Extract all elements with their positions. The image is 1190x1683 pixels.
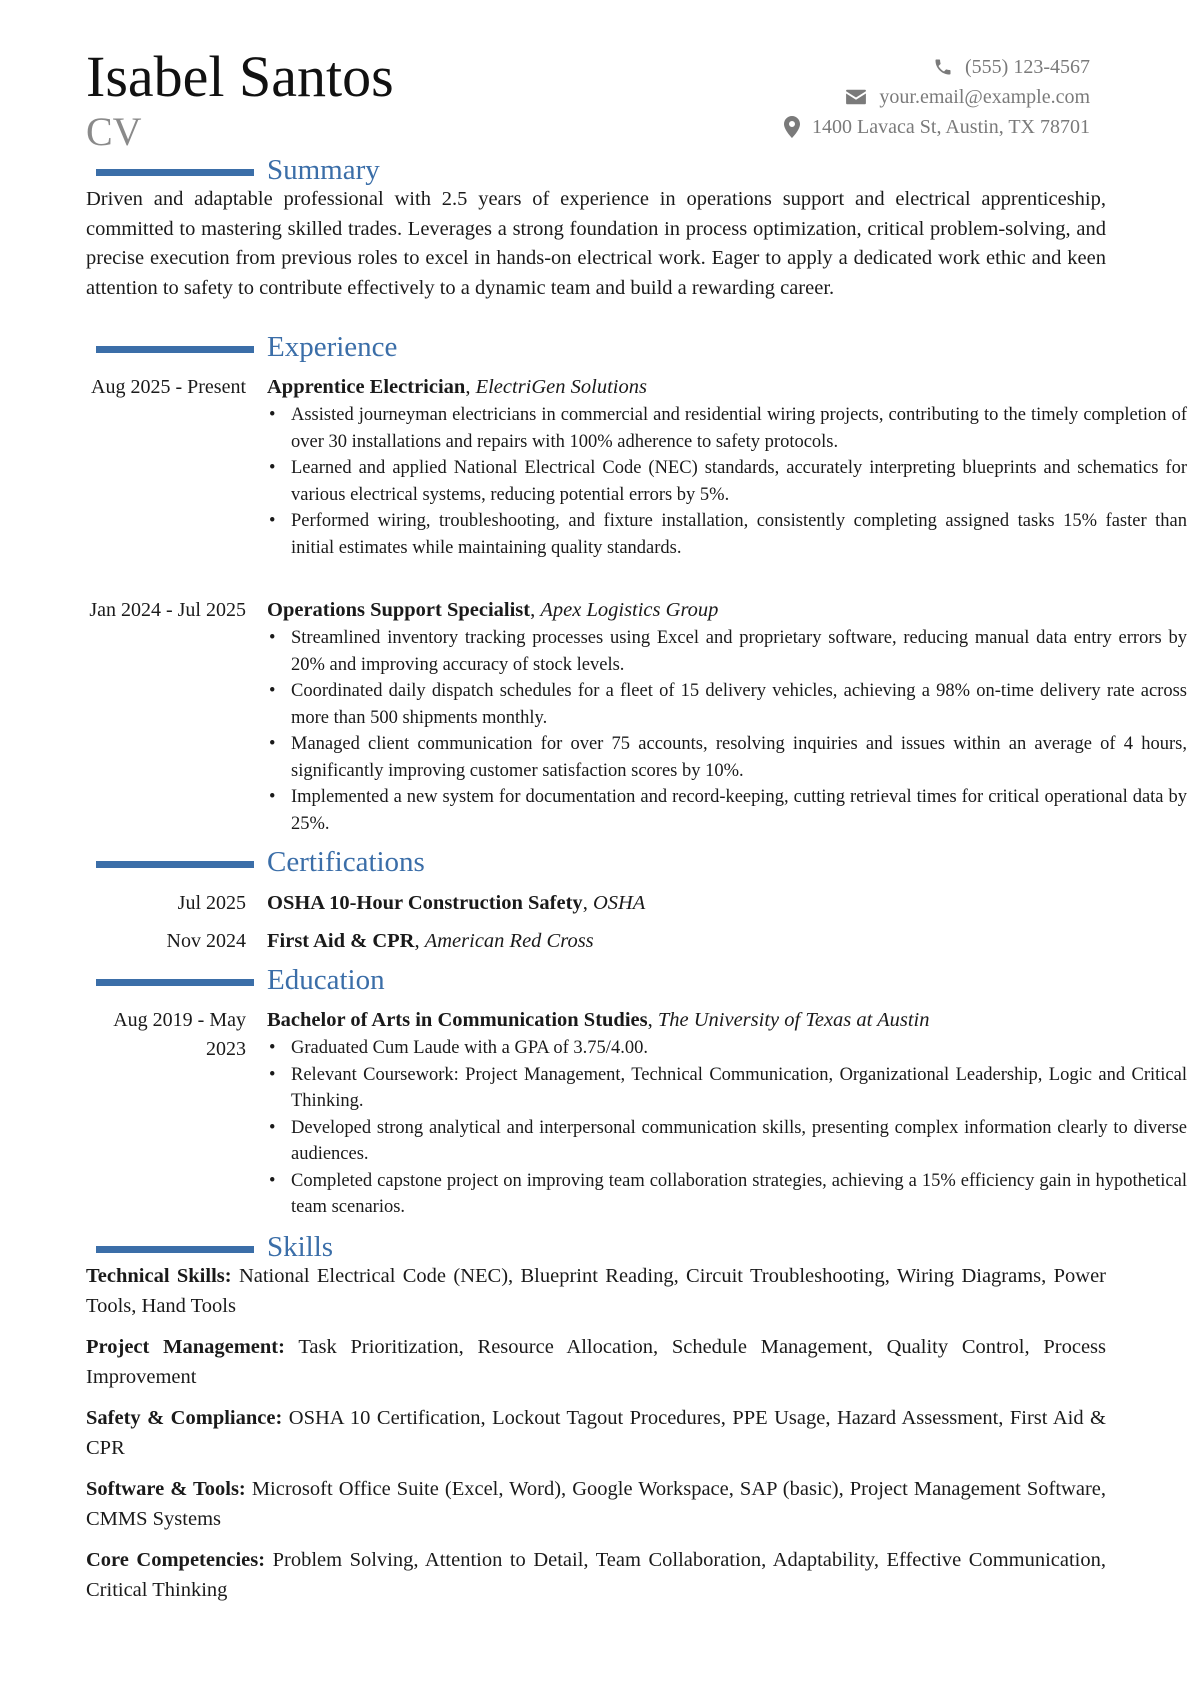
skill-row (86, 1262, 1106, 1321)
map-pin-icon (784, 116, 800, 138)
contact-email[interactable] (784, 82, 1090, 112)
skill-label: Safety & Compliance: (86, 1407, 283, 1429)
entry-body (267, 596, 1187, 837)
section-accent-bar (96, 861, 254, 868)
issuer: American Red Cross (424, 930, 594, 952)
entry-date: Aug 2019 - May 2023 (113, 1009, 246, 1060)
phone-number: (555) 123-4567 (965, 56, 1090, 78)
contact-address (784, 112, 1090, 142)
skill-value: National Electrical Code (NEC), Blueprint Reading, Circuit Troubleshooting, Wiring Diagrams, Power Tools, Hand Tools (86, 1265, 1107, 1317)
list-item: • Managed client communication for over 75 accounts, resolving inquiries and issues within an average of 4 hours, significantly improving customer satisfaction scores by 10%. (267, 731, 1187, 784)
contact-phone[interactable] (784, 52, 1090, 82)
street-address: 1400 Lavaca St, Austin, TX 78701 (812, 116, 1090, 138)
list-item: • Graduated Cum Laude with a GPA of 3.75/4.00. (267, 1035, 1187, 1062)
entry-date: Aug 2025 - Present (91, 376, 246, 398)
employer: ElectriGen Solutions (475, 376, 647, 398)
entry-heading: Operations Support Specialist, Apex Logistics Group (267, 599, 719, 621)
section-title: Summary (267, 154, 380, 186)
entry-heading: First Aid & CPR, American Red Cross (267, 930, 594, 952)
certification-entry (86, 926, 1106, 956)
skill-row (86, 1475, 1106, 1534)
list-item: • Performed wiring, troubleshooting, and fixture installation, consistently completing assigned tasks 15% faster than initial estimates while maintaining quality standards. (267, 508, 1187, 561)
bullet-list (267, 402, 1187, 561)
envelope-icon (845, 88, 867, 106)
section-title: Certifications (267, 846, 425, 878)
skill-label: Core Competencies: (86, 1549, 266, 1571)
entry-heading: Bachelor of Arts in Communication Studies, The University of Texas at Austin (267, 1009, 930, 1031)
section-title: Education (267, 964, 385, 996)
list-item: • Implemented a new system for documentation and record-keeping, cutting retrieval times for critical operational data by 25%. (267, 784, 1187, 837)
section-title: Skills (267, 1231, 334, 1263)
phone-icon (933, 57, 953, 77)
entry-heading: OSHA 10-Hour Construction Safety, OSHA (267, 892, 646, 914)
entry-date: Jan 2024 - Jul 2025 (89, 599, 246, 621)
list-item: • Coordinated daily dispatch schedules for a fleet of 15 delivery vehicles, achieving a 98% on-time delivery rate across more than 500 shipments monthly. (267, 678, 1187, 731)
skill-row (86, 1333, 1106, 1392)
email-address: your.email@example.com (879, 86, 1090, 108)
entry-heading: Apprentice Electrician, ElectriGen Solutions (267, 376, 647, 398)
skill-row (86, 1404, 1106, 1463)
skill-value: Task Prioritization, Resource Allocation, Schedule Management, Quality Control, Process Improvement (86, 1336, 1106, 1388)
entry-body (267, 1006, 1187, 1221)
skill-label: Software & Tools: (86, 1478, 246, 1500)
skill-label: Project Management: (86, 1336, 285, 1358)
bullet-list (267, 1035, 1187, 1221)
section-accent-bar (96, 346, 254, 353)
section-accent-bar (96, 1246, 254, 1253)
employer: Apex Logistics Group (540, 599, 719, 621)
certification-entry (86, 888, 1106, 918)
entry-date: Nov 2024 (166, 930, 246, 952)
section-accent-bar (96, 979, 254, 986)
bullet-list (267, 625, 1187, 837)
issuer: OSHA (592, 892, 646, 914)
institution: The University of Texas at Austin (657, 1009, 930, 1031)
list-item: • Assisted journeyman electricians in commercial and residential wiring projects, contributing to the timely completion of over 30 installations and repairs with 100% adherence to safety protocols. (267, 402, 1187, 455)
document-subtitle: CV (86, 109, 142, 154)
skill-value: Microsoft Office Suite (Excel, Word), Google Workspace, SAP (basic), Project Management Software, CMMS Systems (86, 1478, 1107, 1530)
job-title: Apprentice Electrician (267, 376, 466, 398)
summary-text: Driven and adaptable professional with 2.5 years of experience in operations support and electrical apprenticeship, committed to mastering skilled trades. Leverages a strong foundation in process optimization, critical problem-solving, and precise execution from previous roles to excel in hands-on electrical work. Eager to apply a dedicated work ethic and keen attention to safety to contribute effectively to a dynamic team and build a rewarding career. (86, 188, 1106, 299)
list-item: • Relevant Coursework: Project Management, Technical Communication, Organizational Leadership, Logic and Critical Thinking. (267, 1062, 1187, 1115)
section-accent-bar (96, 169, 254, 176)
skill-value: Problem Solving, Attention to Detail, Team Collaboration, Adaptability, Effective Communication, Critical Thinking (86, 1549, 1106, 1601)
list-item: • Learned and applied National Electrical Code (NEC) standards, accurately interpreting blueprints and schematics for various electrical systems, reducing potential errors by 5%. (267, 455, 1187, 508)
skill-label: Technical Skills: (86, 1265, 232, 1287)
certification-title: First Aid & CPR (267, 930, 415, 952)
candidate-name: Isabel Santos (86, 44, 394, 109)
contact-block (784, 52, 1090, 142)
list-item: • Developed strong analytical and interpersonal communication skills, presenting complex information clearly to diverse audiences. (267, 1115, 1187, 1168)
skill-row (86, 1546, 1106, 1605)
certification-title: OSHA 10-Hour Construction Safety (267, 892, 583, 914)
list-item: • Streamlined inventory tracking processes using Excel and proprietary software, reducing manual data entry errors by 20% and improving accuracy of stock levels. (267, 625, 1187, 678)
section-title: Experience (267, 331, 398, 363)
job-title: Operations Support Specialist (267, 599, 531, 621)
degree-title: Bachelor of Arts in Communication Studies (267, 1009, 648, 1031)
entry-date: Jul 2025 (177, 892, 246, 914)
skill-value: OSHA 10 Certification, Lockout Tagout Procedures, PPE Usage, Hazard Assessment, First Aid & CPR (86, 1407, 1106, 1459)
entry-body (267, 373, 1187, 561)
list-item: • Completed capstone project on improving team collaboration strategies, achieving a 15% efficiency gain in hypothetical team scenarios. (267, 1168, 1187, 1221)
